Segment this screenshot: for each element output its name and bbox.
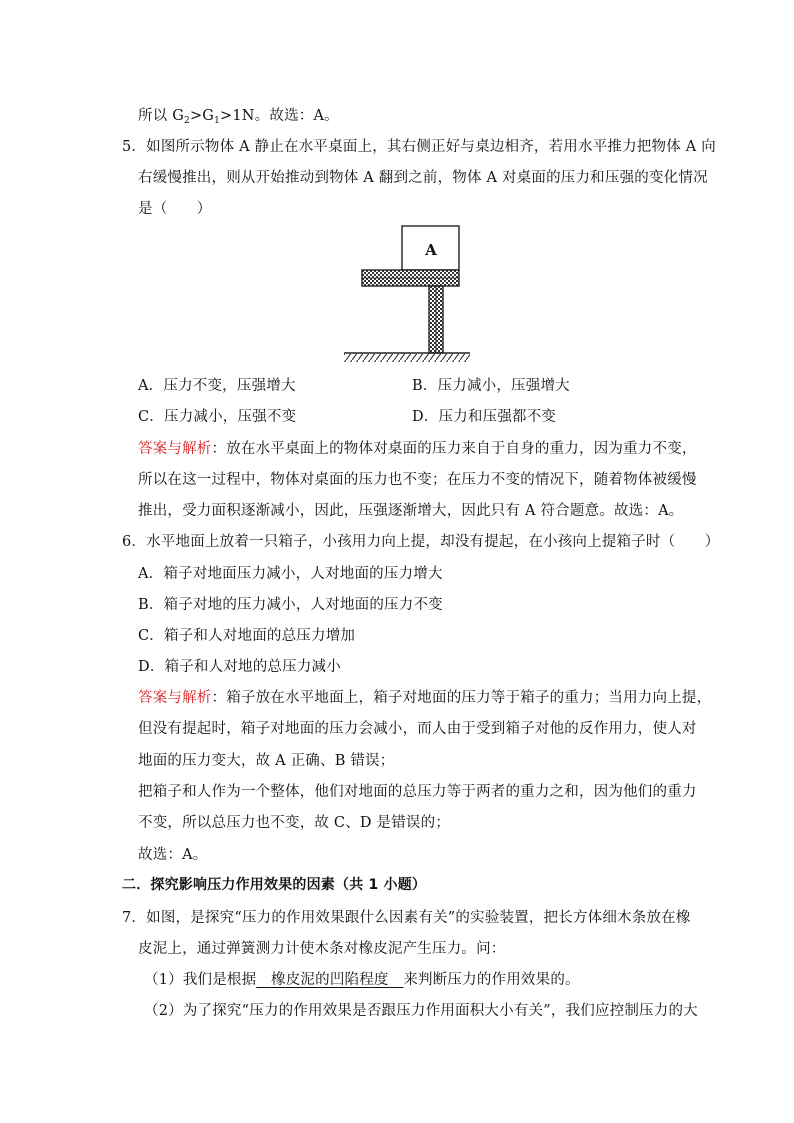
q6-option-c: C．箱子和人对地面的总压力增加 [138, 628, 356, 644]
q6-answer-text1: ：箱子放在水平地面上，箱子对地面的压力等于箱子的重力；当用力向上提， [211, 690, 712, 706]
subscript-1: 1 [214, 116, 221, 126]
q6-answer-line5: 不变，所以总压力也不变，故 C、D 是错误的； [138, 815, 451, 831]
q6-option-a: A．箱子对地面压力减小，人对地面的压力增大 [138, 566, 443, 582]
answer-label: 答案与解析 [138, 690, 212, 706]
q7-sub1-prefix: （1）我们是根据 [144, 972, 257, 988]
q7-sub1-filled-blank: 橡皮泥的凹陷程度 [256, 972, 404, 988]
q5-stem-line2: 右缓慢推出，则从开始推动到物体 A 翻到之前，物体 A 对桌面的压力和压强的变化情况 [138, 170, 708, 186]
prev-answer-text: 所以 G [138, 108, 184, 124]
q7-sub1-suffix: 来判断压力的作用效果的。 [403, 972, 580, 988]
q5-option-d: D．压力和压强都不变 [412, 409, 557, 425]
q5-answer-line3: 推出，受力面积逐渐减小，因此，压强逐渐增大，因此只有 A 符合题意。故选：A。 [138, 503, 684, 519]
q5-stem-line1: 5．如图所示物体 A 静止在水平桌面上，其右侧正好与桌边相齐，若用水平推力把物体 A 向 [122, 139, 716, 155]
q6-answer-line4: 把箱子和人作为一个整体，他们对地面的总压力等于两者的重力之和，因为他们的重力 [138, 784, 697, 800]
q7-sub1 [144, 968, 580, 989]
prev-answer-text-end: >1N。故选：A。 [220, 108, 339, 124]
q7-stem-line1: 7．如图，是探究“压力的作用效果跟什么因素有关”的实验装置，把长方体细木条放在橡 [122, 910, 691, 926]
q6-answer-line6: 故选：A。 [138, 847, 208, 863]
q5-answer-line2: 所以在这一过程中，物体对桌面的压力也不变；在压力不变的情况下，随着物体被缓慢 [138, 472, 697, 488]
q7-stem-line2: 皮泥上，通过弹簧测力计使木条对橡皮泥产生压力。问： [138, 941, 506, 957]
ground-hatch [344, 354, 470, 362]
previous-answer-line [138, 104, 339, 126]
q5-option-c: C．压力减小，压强不变 [138, 409, 297, 425]
q6-stem: 6．水平地面上放着一只箱子，小孩用力向上提，却没有提起，在小孩向上提箱子时（ ） [122, 534, 720, 550]
q5-option-a: A．压力不变，压强增大 [138, 378, 296, 394]
q5-stem-line3: 是（ ） [138, 201, 212, 217]
q6-answer-line3: 地面的压力变大，故 A 正确、B 错误； [138, 753, 395, 769]
q6-answer-line1 [138, 686, 711, 707]
q6-answer-line2: 但没有提起时，箱子对地面的压力会减小，而人由于受到箱子对他的反作用力，使人对 [138, 721, 697, 737]
block-a-label: A [425, 241, 437, 259]
prev-answer-text-mid: >G [189, 108, 215, 124]
answer-label: 答案与解析 [138, 441, 212, 457]
q6-option-d: D．箱子和人对地的总压力减小 [138, 659, 341, 675]
section-heading: 二．探究影响压力作用效果的因素（共 1 小题） [122, 877, 427, 893]
q5-answer-text1: ：放在水平桌面上的物体对桌面的压力来自于自身的重力，因为重力不变， [211, 441, 697, 457]
subscript-2: 2 [184, 116, 190, 126]
q5-answer-line1 [138, 437, 697, 458]
q5-option-b: B．压力减小，压强增大 [412, 378, 570, 394]
q6-option-b: B．箱子对地的压力减小，人对地面的压力不变 [138, 597, 443, 613]
table-block-figure [340, 224, 470, 364]
q7-sub2-line1: （2）为了探究“压力的作用效果是否跟压力作用面积大小有关”，我们应控制压力的大 [144, 1003, 698, 1019]
